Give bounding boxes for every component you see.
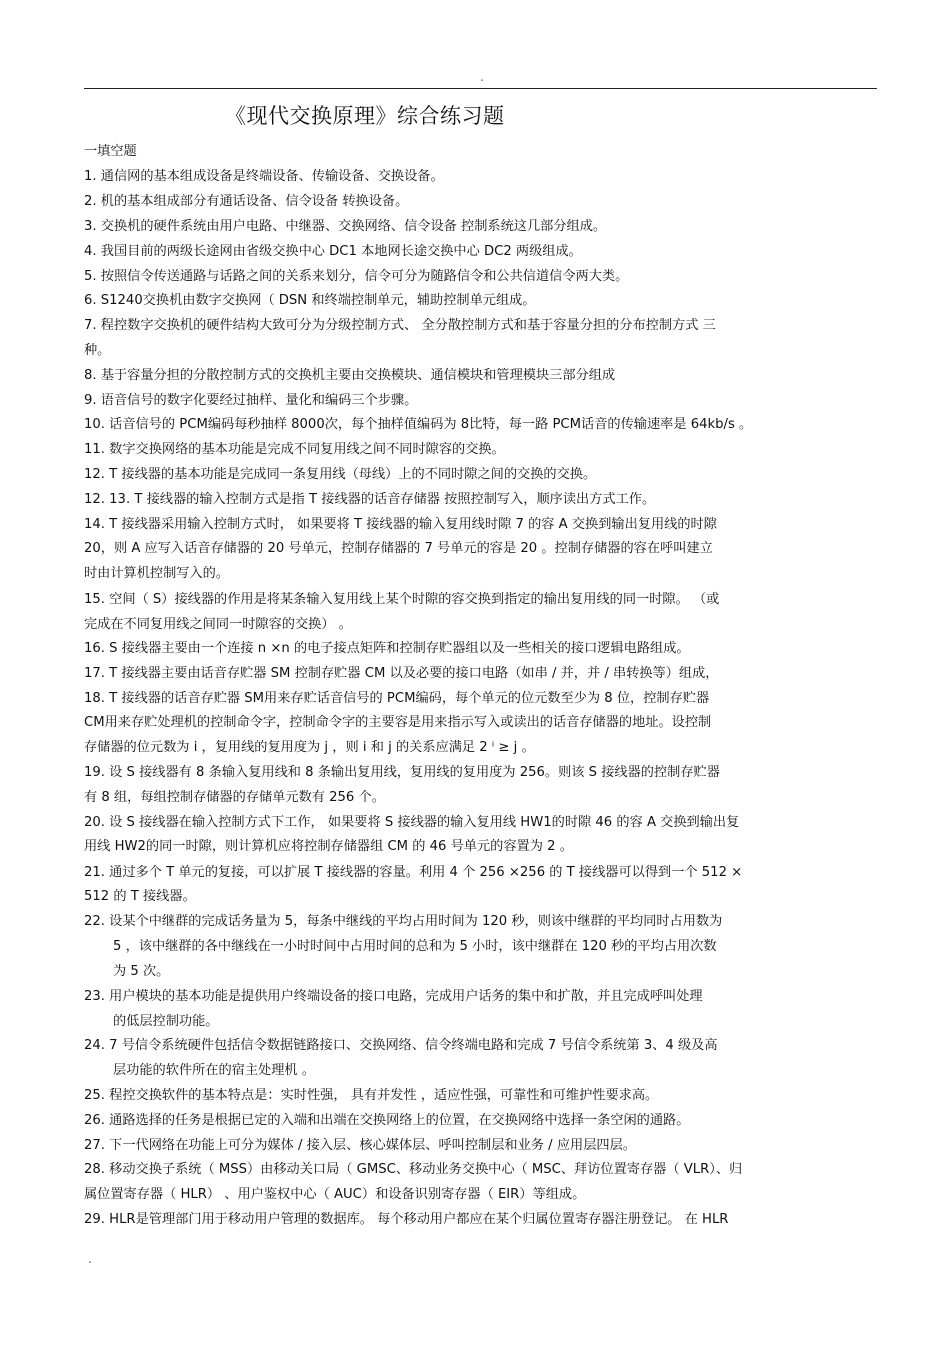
exercise-line: 存储器的位元数为 i ，复用线的复用度为 j ，则 i 和 j 的关系应满足 2 ⁱ ≥ j 。 bbox=[84, 740, 535, 755]
exercise-line: 21. 通过多个 T 单元的复接，可以扩展 T 接线器的容量。利用 4 个 256 ×256 的 T 接线器可以得到一个 512 × bbox=[84, 865, 743, 880]
exercise-line: 为 5 次。 bbox=[113, 964, 170, 979]
exercise-line: 2. 机的基本组成部分有通话设备、信令设备 转换设备。 bbox=[84, 194, 409, 209]
page-title: 《现代交换原理》综合练习题 bbox=[225, 104, 505, 128]
exercise-line: 20. 设 S 接线器在输入控制方式下工作， 如果要将 S 接线器的输入复用线 HW1的时隙 46 的容 A 交换到输出复 bbox=[84, 815, 740, 830]
exercise-line: 12. 13. T 接线器的输入控制方式是指 T 接线器的话音存储器 按照控制写入，顺序读出方式工作。 bbox=[84, 492, 656, 507]
exercise-line: 512 的 T 接线器。 bbox=[84, 889, 196, 904]
exercise-line: 18. T 接线器的话音存贮器 SM用来存贮话音信号的 PCM编码，每个单元的位元数至少为 8 位，控制存贮器 bbox=[84, 691, 710, 706]
exercise-line: 有 8 组，每组控制存储器的存储单元数有 256 个。 bbox=[84, 790, 385, 805]
exercise-line: 5. 按照信令传送通路与话路之间的关系来划分，信令可分为随路信令和公共信道信令两大类。 bbox=[84, 269, 629, 284]
exercise-line: 14. T 接线器采用输入控制方式时， 如果要将 T 接线器的输入复用线时隙 7 的容 A 交换到输出复用线的时隙 bbox=[84, 517, 717, 532]
exercise-line: 29. HLR是管理部门用于移动用户管理的数据库。 每个移动用户都应在某个归属位置寄存器注册登记。 在 HLR bbox=[84, 1212, 729, 1227]
exercise-line: 10. 话音信号的 PCM编码每秒抽样 8000次，每个抽样值编码为 8比特，每一路 PCM话音的传输速率是 64kb/s 。 bbox=[84, 417, 753, 432]
exercise-line: CM用来存贮处理机的控制命令字，控制命令字的主要容是用来指示写入或读出的话音存储器的地址。设控制 bbox=[84, 715, 712, 730]
exercise-line: 层功能的软件所在的宿主处理机 。 bbox=[113, 1063, 316, 1078]
exercise-line: 5 ，该中继群的各中继线在一小时时间中占用时间的总和为 5 小时，该中继群在 120 秒的平均占用次数 bbox=[113, 939, 717, 954]
exercise-line: 4. 我国目前的两级长途网由省级交换中心 DC1 本地网长途交换中心 DC2 两级组成。 bbox=[84, 244, 582, 259]
exercise-line: 11. 数字交换网络的基本功能是完成不同复用线之间不同时隙容的交换。 bbox=[84, 442, 505, 457]
exercise-line: 25. 程控交换软件的基本特点是：实时性强， 具有并发性 ，适应性强，可靠性和可维护性要求高。 bbox=[84, 1088, 659, 1103]
section-heading: 一填空题 bbox=[84, 144, 137, 159]
exercise-line: 完成在不同复用线之间同一时隙容的交换） 。 bbox=[84, 617, 352, 632]
exercise-line: 9. 语音信号的数字化要经过抽样、量化和编码三个步骤。 bbox=[84, 393, 418, 408]
exercise-line: 属位置寄存器（ HLR） 、用户鉴权中心（ AUC）和设备识别寄存器（ EIR）等组成。 bbox=[84, 1187, 586, 1202]
footer-dot: . bbox=[88, 1252, 92, 1266]
exercise-line: 15. 空间（ S）接线器的作用是将某条输入复用线上某个时隙的容交换到指定的输出复用线的同一时隙。 （或 bbox=[84, 592, 720, 607]
exercise-line: 的低层控制功能。 bbox=[113, 1014, 219, 1029]
exercise-line: 26. 通路选择的任务是根据已定的入端和出端在交换网络上的位置，在交换网络中选择一条空闲的通路。 bbox=[84, 1113, 690, 1128]
exercise-line: 20，则 A 应写入话音存储器的 20 号单元，控制存储器的 7 号单元的容是 20 。控制存储器的容在呼叫建立 bbox=[84, 541, 713, 556]
exercise-line: 23. 用户模块的基本功能是提供用户终端设备的接口电路，完成用户话务的集中和扩散，并且完成呼叫处理 bbox=[84, 989, 703, 1004]
exercise-line: 6. S1240交换机由数字交换网（ DSN 和终端控制单元，辅助控制单元组成。 bbox=[84, 293, 536, 308]
exercise-line: 12. T 接线器的基本功能是完成同一条复用线（母线）上的不同时隙之间的交换的交换。 bbox=[84, 467, 597, 482]
exercise-line: 1. 通信网的基本组成设备是终端设备、传输设备、交换设备。 bbox=[84, 169, 444, 184]
header-rule bbox=[84, 88, 877, 89]
exercise-line: 19. 设 S 接线器有 8 条输入复用线和 8 条输出复用线，复用线的复用度为 256。则该 S 接线器的控制存贮器 bbox=[84, 765, 720, 780]
exercise-line: 3. 交换机的硬件系统由用户电路、中继器、交换网络、信令设备 控制系统这几部分组成。 bbox=[84, 219, 607, 234]
header-dot: . bbox=[480, 70, 484, 84]
exercise-line: 时由计算机控制写入的。 bbox=[84, 566, 230, 581]
exercise-line: 17. T 接线器主要由话音存贮器 SM 控制存贮器 CM 以及必要的接口电路（如串 / 并，并 / 串转换等）组成， bbox=[84, 666, 719, 681]
exercise-line: 8. 基于容量分担的分散控制方式的交换机主要由交换模块、通信模块和管理模块三部分组成 bbox=[84, 368, 616, 383]
exercise-line: 种。 bbox=[84, 343, 111, 358]
exercise-line: 22. 设某个中继群的完成话务量为 5，每条中继线的平均占用时间为 120 秒，则该中继群的平均同时占用数为 bbox=[84, 914, 723, 929]
exercise-line: 28. 移动交换子系统（ MSS）由移动关口局（ GMSC、移动业务交换中心（ MSC、拜访位置寄存器（ VLR）、归 bbox=[84, 1162, 743, 1177]
exercise-line: 24. 7 号信令系统硬件包括信令数据链路接口、交换网络、信令终端电路和完成 7 号信令系统第 3、4 级及高 bbox=[84, 1038, 718, 1053]
exercise-line: 7. 程控数字交换机的硬件结构大致可分为分级控制方式、 全分散控制方式和基于容量分担的分布控制方式 三 bbox=[84, 318, 716, 333]
exercise-line: 27. 下一代网络在功能上可分为媒体 / 接入层、核心媒体层、呼叫控制层和业务 / 应用层四层。 bbox=[84, 1138, 636, 1153]
exercise-line: 16. S 接线器主要由一个连接 n ×n 的电子接点矩阵和控制存贮器组以及一些相关的接口逻辑电路组成。 bbox=[84, 641, 690, 656]
exercise-line: 用线 HW2的同一时隙，则计算机应将控制存储器组 CM 的 46 号单元的容置为 2 。 bbox=[84, 839, 573, 854]
